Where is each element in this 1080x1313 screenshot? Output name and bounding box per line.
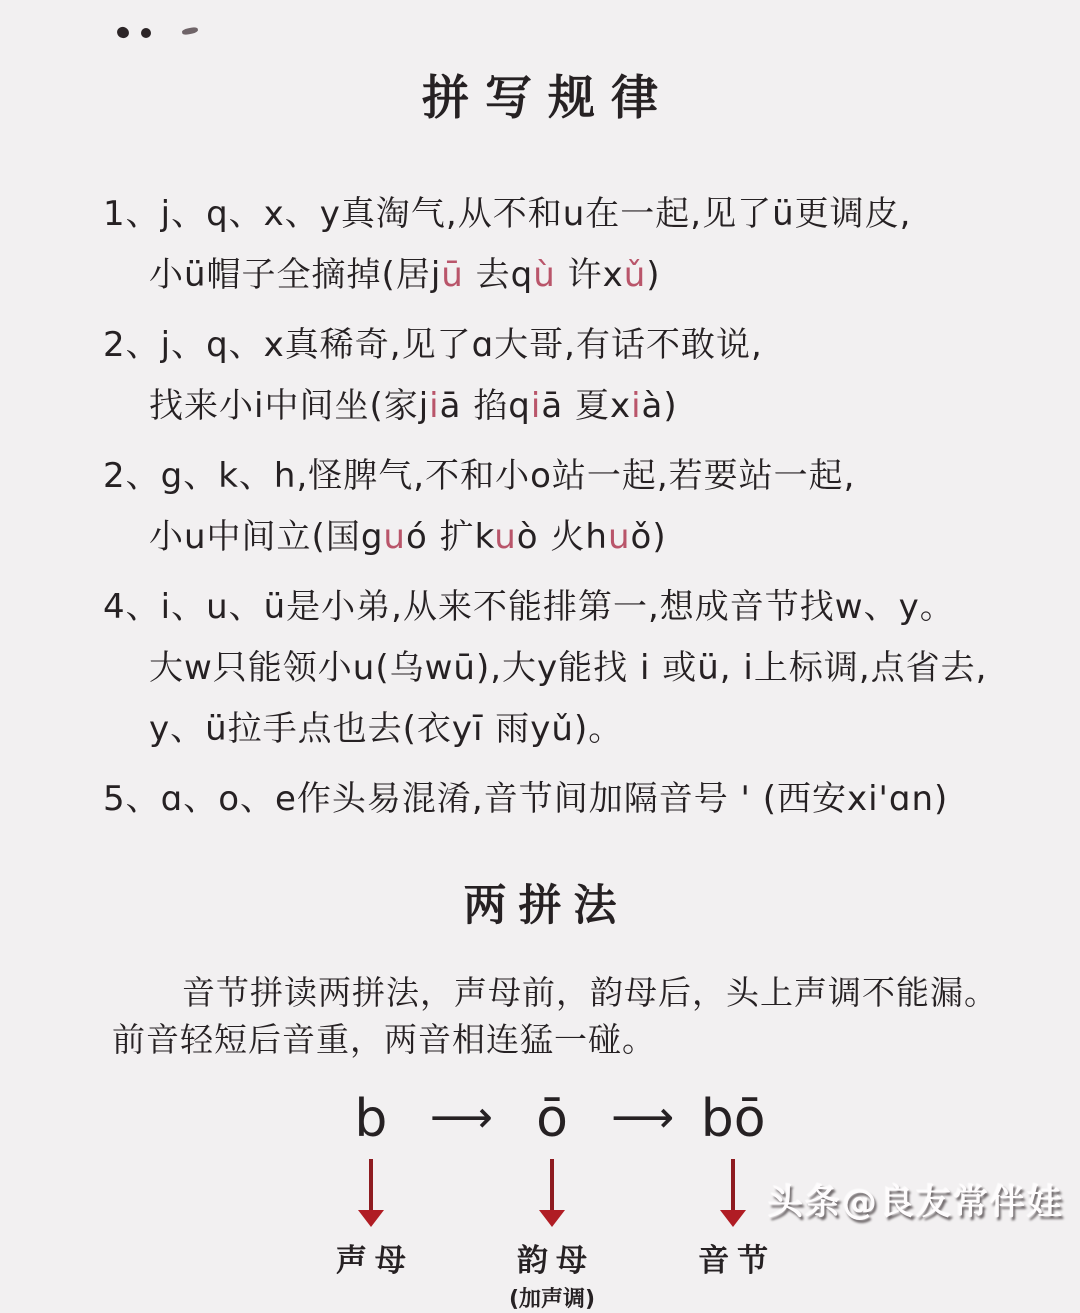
down-arrow-icon xyxy=(369,1159,373,1211)
rule-text: ) xyxy=(646,254,661,295)
rule-text: 找来小i中间坐(家j xyxy=(149,385,430,426)
rule-text: ó 扩k xyxy=(405,516,495,557)
pinyin-red: i xyxy=(530,385,542,426)
final-letter: ō xyxy=(536,1088,568,1149)
rule-item-5 xyxy=(103,769,1050,830)
pinyin-red: ū xyxy=(441,254,464,295)
pinyin-red: u xyxy=(383,516,406,557)
right-arrow-icon: ⟶ xyxy=(429,1091,493,1143)
pinyin-red: ù xyxy=(533,254,556,295)
watermark: 头条@良友常伴娃 xyxy=(767,1183,1064,1224)
pinyin-red: i xyxy=(631,385,642,426)
pinyin-red: u xyxy=(607,516,631,557)
rule-4-line-2: 大w只能领小u(乌wū),大y能找 i 或ü, i上标调,点省去, xyxy=(149,647,988,688)
rule-3-line-1: 2、g、k、h,怪脾气,不和小o站一起,若要站一起, xyxy=(103,455,856,496)
rule-text: à) xyxy=(641,385,678,426)
pinyin-red: i xyxy=(429,385,440,426)
syllable-letter: bō xyxy=(700,1088,766,1149)
rule-text: 去q xyxy=(463,254,534,295)
label-syllable: 音节 xyxy=(698,1242,777,1279)
rule-3-line-2 xyxy=(103,507,1050,568)
rule-text: 小ü帽子全摘掉(居j xyxy=(149,254,442,295)
paragraph-line-1: 音节拼读两拼法，声母前，韵母后，头上声调不能漏。 xyxy=(182,972,998,1012)
rule-item-4 xyxy=(103,577,1050,760)
diagram-column-syllable xyxy=(690,1089,776,1280)
paragraph-line-2: 前音轻短后音重，两音相连猛一碰。 xyxy=(112,1019,656,1059)
diagram-column-initial xyxy=(328,1089,414,1280)
rule-text: ǒ) xyxy=(630,516,667,557)
rule-text: ò 火h xyxy=(516,516,608,557)
section-title: 两拼法 xyxy=(463,880,629,931)
label-final: 韵母 xyxy=(517,1242,595,1279)
page-title: 拼写规律 xyxy=(422,71,674,127)
initial-letter: b xyxy=(354,1088,388,1149)
pinyin-red: u xyxy=(494,516,517,557)
label-initial: 声母 xyxy=(335,1242,414,1279)
right-arrow-icon: ⟶ xyxy=(611,1091,675,1143)
rule-5-line-1: 5、ɑ、o、e作头易混淆,音节间加隔音号 ' (西安xi'ɑn) xyxy=(103,778,949,819)
rule-2-line-1: 2、j、q、x真稀奇,见了ɑ大哥,有话不敢说, xyxy=(103,324,763,365)
rule-text: ā 掐q xyxy=(439,385,531,426)
rule-text: 许x xyxy=(555,254,624,295)
rule-4-line-3: y、ü拉手点也去(衣yī 雨yǔ)。 xyxy=(149,708,624,749)
rule-item-2 xyxy=(103,315,1050,437)
rule-1-line-2 xyxy=(103,245,1050,306)
section-paragraph xyxy=(112,969,1030,1063)
diagram-column-final xyxy=(509,1089,595,1313)
rules-list xyxy=(0,160,1080,830)
down-arrow-icon xyxy=(731,1159,735,1211)
label-final-note: (加声调) xyxy=(508,1286,596,1312)
down-arrow-icon xyxy=(550,1159,554,1211)
rule-4-line-1: 4、i、u、ü是小弟,从来不能排第一,想成音节找w、y。 xyxy=(103,586,955,627)
rule-text: ā 夏x xyxy=(541,385,632,426)
rule-text: 小u中间立(国g xyxy=(149,516,384,557)
rule-item-1 xyxy=(103,184,1050,306)
pinyin-red: ǔ xyxy=(623,254,647,295)
rule-1-line-1: 1、j、q、x、y真淘气,从不和u在一起,见了ü更调皮, xyxy=(103,193,912,234)
rule-2-line-2 xyxy=(103,376,1050,437)
scanned-document-page xyxy=(0,31,1080,1312)
rule-item-3 xyxy=(103,446,1050,568)
